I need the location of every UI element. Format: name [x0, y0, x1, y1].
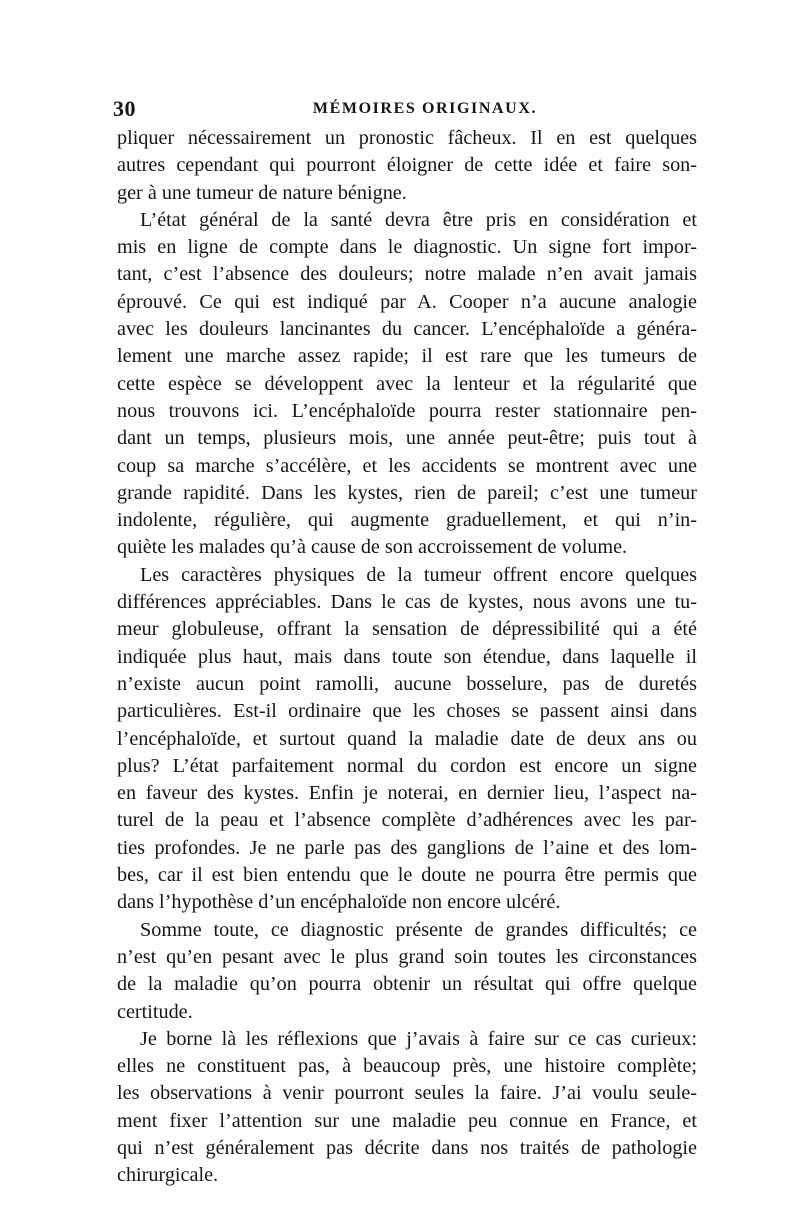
- text-line: ties profondes. Je ne parle pas des ganglions de l’aine et des lom-: [117, 836, 697, 859]
- text-line: qui n’est généralement pas décrite dans nos traités de pathologie: [117, 1136, 697, 1159]
- text-line: ment fixer l’attention sur une maladie peu connue en France, et: [117, 1109, 697, 1132]
- text-line: grande rapidité. Dans les kystes, rien de pareil; c’est une tumeur: [117, 481, 697, 504]
- text-line: L’état général de la santé devra être pris en considération et: [140, 208, 697, 231]
- text-line: les observations à venir pourront seules la faire. J’ai voulu seule-: [117, 1082, 697, 1105]
- text-line: n’est qu’en pesant avec le plus grand soin toutes les circonstances: [117, 945, 697, 968]
- text-line: autres cependant qui pourront éloigner de cette idée et faire son-: [117, 154, 697, 177]
- text-line: chirurgicale.: [117, 1164, 219, 1187]
- text-line: de la maladie qu’on pourra obtenir un résultat qui offre quelque: [117, 973, 697, 996]
- text-line: certitude.: [117, 1000, 193, 1023]
- text-line: pliquer nécessairement un pronostic fâcheux. Il en est quelques: [117, 127, 697, 149]
- text-line: différences appréciables. Dans le cas de kystes, nous avons une tu-: [117, 591, 697, 614]
- text-line: plus? L’état parfaitement normal du cordon est encore un signe: [117, 754, 697, 777]
- text-line: dans l’hypothèse d’un encéphaloïde non encore ulcéré.: [117, 891, 561, 914]
- text-line: mis en ligne de compte dans le diagnostic. Un signe fort impor-: [117, 236, 697, 259]
- running-head: MÉMOIRES ORIGINAUX.: [312, 100, 538, 117]
- text-line: indolente, régulière, qui augmente graduellement, et qui n’in-: [117, 509, 697, 532]
- text-line: tant, c’est l’absence des douleurs; notre malade n’en avait jamais: [117, 263, 697, 286]
- text-line: nous trouvons ici. L’encéphaloïde pourra rester stationnaire pen-: [117, 399, 697, 422]
- text-line: elles ne constituent pas, à beaucoup près, une histoire complète;: [117, 1055, 697, 1078]
- text-line: dant un temps, plusieurs mois, une année peut-être; puis tout à: [117, 427, 697, 450]
- text-line: indiquée plus haut, mais dans toute son étendue, dans laquelle il: [117, 645, 697, 668]
- text-line: Je borne là les réflexions que j’avais à faire sur ce cas curieux:: [140, 1027, 697, 1050]
- page-header: [113, 96, 697, 122]
- text-line: cette espèce se développent avec la lenteur et la régularité que: [117, 372, 697, 395]
- text-line: n’existe aucun point ramolli, aucune bosselure, pas de duretés: [117, 672, 697, 695]
- text-line: turel de la peau et l’absence complète d’adhérences avec les par-: [117, 809, 697, 832]
- text-line: éprouvé. Ce qui est indiqué par A. Cooper n’a aucune analogie: [117, 290, 697, 313]
- text-line: meur globuleuse, offrant la sensation de dépressibilité qui a été: [117, 618, 697, 641]
- text-line: en faveur des kystes. Enfin je noterai, en dernier lieu, l’aspect na-: [117, 782, 697, 805]
- text-line: avec les douleurs lancinantes du cancer. L’encéphaloïde a généra-: [117, 318, 697, 341]
- text-line: coup sa marche s’accélère, et les accidents se montrent avec une: [117, 454, 697, 477]
- text-line: l’encéphaloïde, et surtout quand la maladie date de deux ans ou: [117, 727, 697, 750]
- page-number: 30: [113, 96, 136, 121]
- text-line: ger à une tumeur de nature bénigne.: [117, 181, 407, 204]
- text-line: lement une marche assez rapide; il est rare que les tumeurs de: [117, 345, 697, 368]
- text-line: quiète les malades qu’à cause de son accroissement de volume.: [117, 536, 628, 559]
- text-line: particulières. Est-il ordinaire que les choses se passent ainsi dans: [117, 700, 697, 723]
- text-line: bes, car il est bien entendu que le doute ne pourra être permis que: [117, 864, 697, 887]
- text-line: Somme toute, ce diagnostic présente de grandes difficultés; ce: [140, 918, 697, 941]
- text-line: Les caractères physiques de la tumeur offrent encore quelques: [140, 563, 697, 586]
- body-text: [117, 125, 697, 1190]
